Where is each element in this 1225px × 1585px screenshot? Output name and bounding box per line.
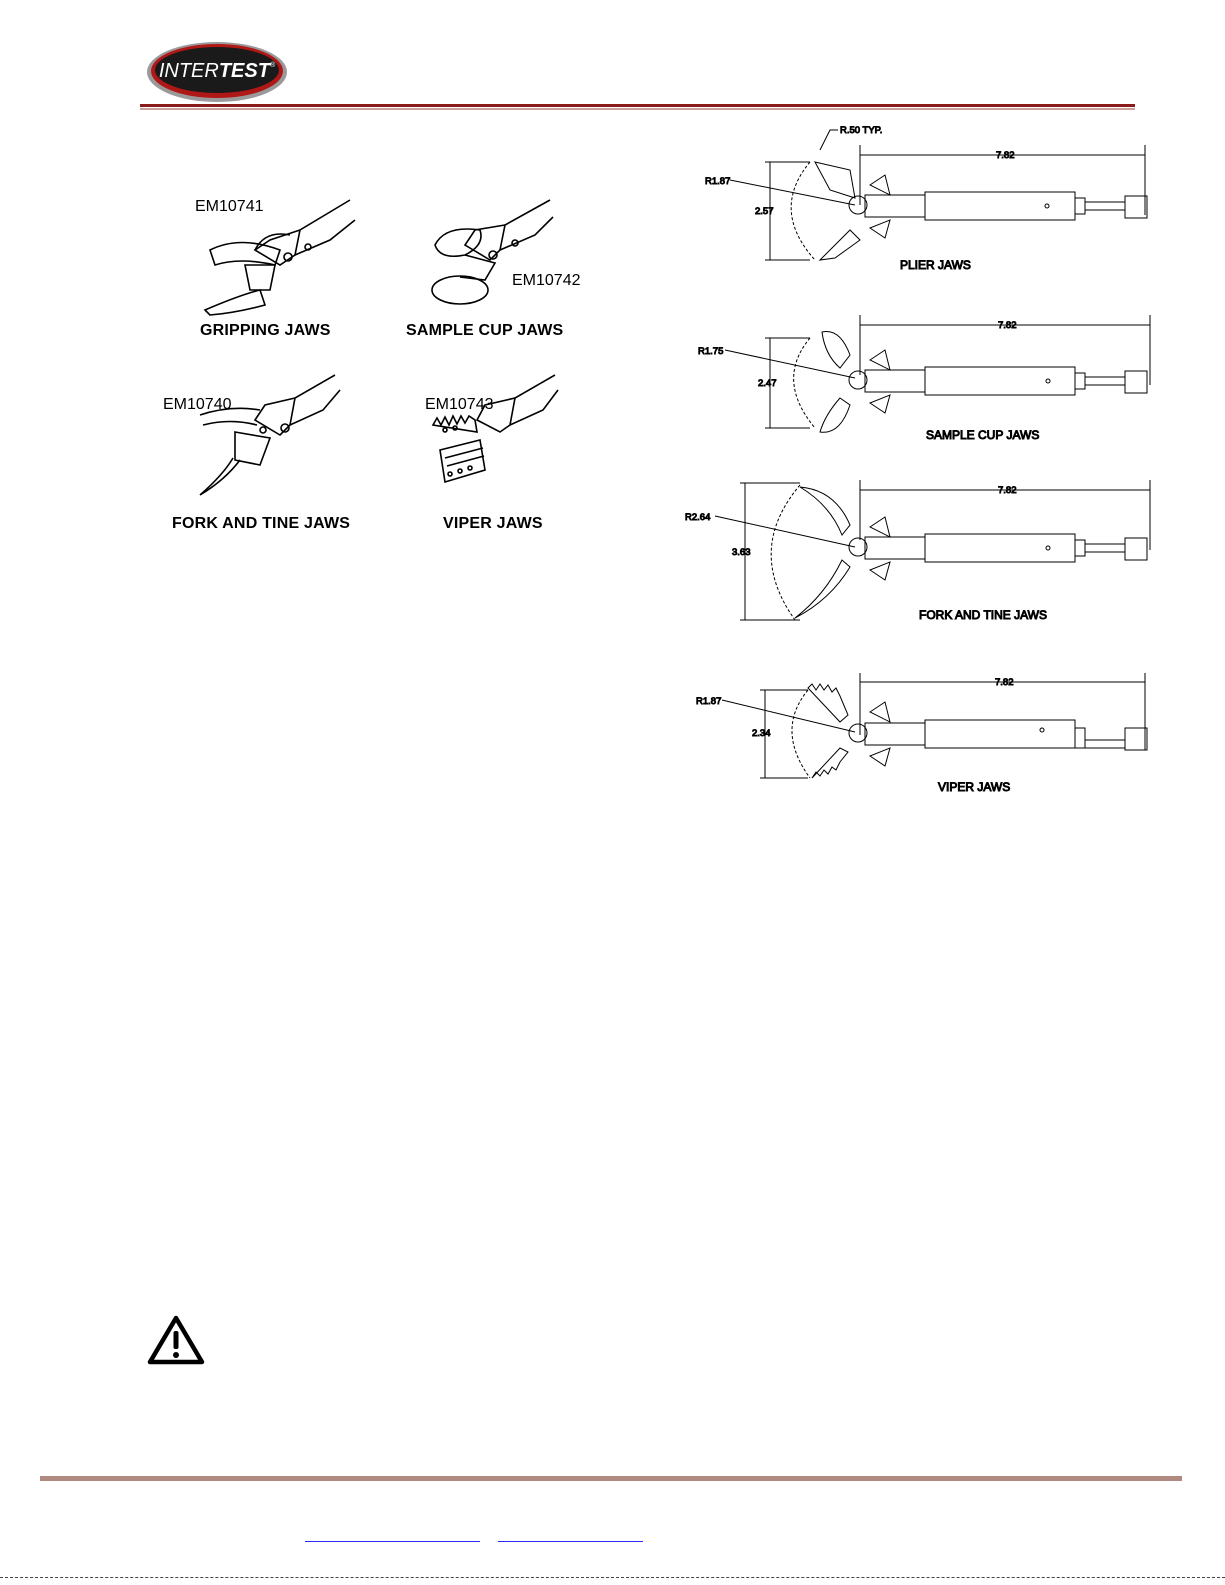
fork-and-tine-jaws-length: 7.82 [998,485,1017,496]
sample-cup-jaws-title: SAMPLE CUP JAWS [926,428,1040,442]
footer-link-2[interactable] [498,1540,643,1542]
photo-label-viper-jaws: VIPER JAWS [443,515,543,532]
footer-link-1[interactable] [305,1540,480,1542]
logo-trademark: ® [269,62,276,69]
plier-jaws-radius: R1.87 [705,176,731,187]
photo-part-em10743: EM10743 [425,396,494,413]
sample-cup-jaws-length: 7.82 [998,320,1017,331]
photo-part-em10742: EM10742 [512,272,581,289]
header-rule [140,104,1135,114]
viper-jaws-drawing [690,670,1170,800]
plier-jaws-note: R.50 TYP. [840,125,883,136]
sample-cup-jaws-illustration [425,195,555,310]
photo-part-em10740: EM10740 [163,396,232,413]
fork-and-tine-jaws-illustration [195,370,345,500]
warning-icon [147,1314,205,1366]
jaw-photos-panel [150,190,600,550]
fork-and-tine-jaws-height: 3.63 [732,547,751,558]
viper-jaws-title: VIPER JAWS [938,780,1011,794]
footer-rule [40,1476,1182,1481]
sample-cup-jaws-drawing [690,310,1170,450]
fork-and-tine-jaws-drawing [685,475,1170,630]
plier-jaws-title: PLIER JAWS [900,258,971,272]
plier-jaws-height: 2.57 [755,206,774,217]
fork-and-tine-jaws-title: FORK AND TINE JAWS [919,608,1048,622]
plier-jaws-length: 7.82 [996,150,1015,161]
logo-text-inter: INTER [158,60,219,82]
page-bottom-rule [0,1577,1225,1578]
viper-jaws-illustration [425,370,560,500]
photo-label-fork-and-tine-jaws: FORK AND TINE JAWS [172,515,351,532]
plier-jaws-drawing [690,120,1170,280]
photo-label-sample-cup-jaws: SAMPLE CUP JAWS [406,322,564,339]
viper-jaws-radius: R1.87 [696,696,722,707]
viper-jaws-height: 2.34 [752,728,771,739]
svg-text:INTERTEST® [159,60,276,82]
photo-label-gripping-jaws: GRIPPING JAWS [200,322,331,339]
photo-part-em10741: EM10741 [195,198,264,215]
logo-text-test: TEST [218,60,270,82]
viper-jaws-length: 7.82 [995,677,1014,688]
sample-cup-jaws-radius: R1.75 [698,346,724,357]
intertest-logo [145,38,290,104]
fork-and-tine-jaws-radius: R2.64 [685,512,711,523]
sample-cup-jaws-height: 2.47 [758,378,777,389]
